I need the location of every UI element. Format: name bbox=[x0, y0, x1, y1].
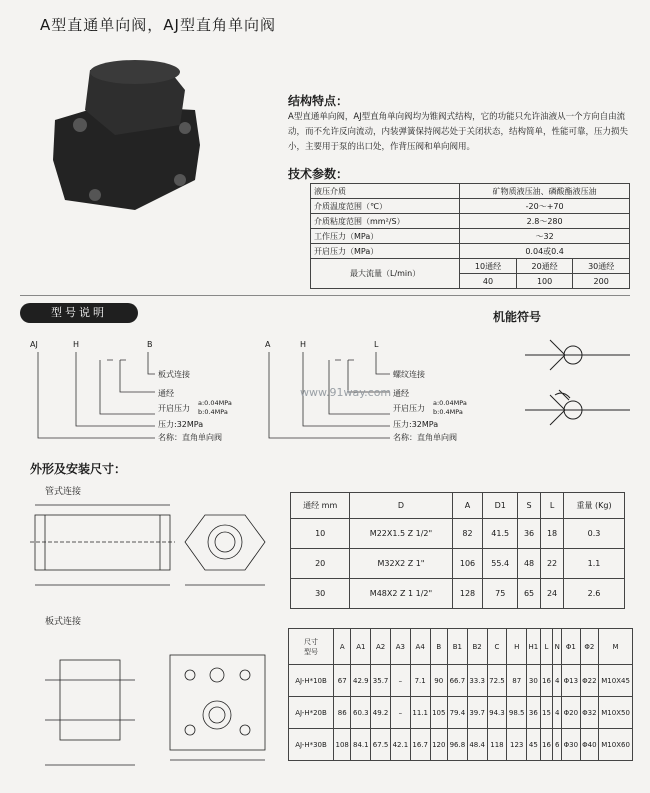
cell: Φ32 bbox=[580, 697, 599, 729]
col-header: S bbox=[518, 493, 541, 519]
flow-header: 10通经 bbox=[460, 259, 517, 274]
spec-value: -20～+70 bbox=[460, 199, 630, 214]
right-item-5: 名称：直角单向阀 bbox=[393, 433, 457, 442]
cell: 82 bbox=[452, 519, 483, 549]
table-row bbox=[311, 199, 630, 214]
cell: AJ-H*20B bbox=[289, 697, 334, 729]
cell: Φ30 bbox=[562, 729, 581, 761]
structure-heading: 结构特点： bbox=[288, 94, 349, 108]
structure-text: A型直通单向阀，AJ型直角单向阀均为锥阀式结构，它的功能只允许油液从一个方向自由流动，而不允许反向流动，内装弹簧保持阀芯处于关闭状态，结构简单，性能可靠，压力损失小，主要用于泵的出口处，作背压阀和单向阀用。 bbox=[288, 112, 629, 152]
right-item-1: 螺纹连接 bbox=[393, 370, 425, 379]
col-header: M bbox=[599, 629, 633, 665]
cell: 75 bbox=[483, 579, 518, 609]
col-header: A3 bbox=[390, 629, 410, 665]
cell: 94.3 bbox=[487, 697, 507, 729]
col-header: A bbox=[334, 629, 351, 665]
cell: M32X2 Z 1" bbox=[350, 549, 452, 579]
flow-label: 最大流量（L/min） bbox=[311, 259, 460, 289]
check-valve-symbol bbox=[525, 330, 635, 440]
spec-label: 液压介质 bbox=[311, 184, 460, 199]
cell: 16 bbox=[540, 665, 553, 697]
col-header: A4 bbox=[410, 629, 430, 665]
col-header: L bbox=[541, 493, 564, 519]
cell: M10X60 bbox=[599, 729, 633, 761]
col-header: N bbox=[553, 629, 562, 665]
cell: Φ22 bbox=[580, 665, 599, 697]
right-opt-b: b:0.4MPa bbox=[433, 408, 463, 416]
watermark: www.91way.com bbox=[300, 386, 392, 399]
cell: 33.3 bbox=[467, 665, 487, 697]
table-row bbox=[289, 665, 633, 697]
cell: 123 bbox=[507, 729, 527, 761]
spec-value: 矿物质液压油、磷酸酯液压油 bbox=[460, 184, 630, 199]
left-code-3: B bbox=[147, 340, 153, 349]
left-item-4: 压力:32MPa bbox=[158, 420, 204, 429]
left-code-1: AJ bbox=[30, 340, 38, 349]
cell: – bbox=[390, 697, 410, 729]
col-header: 重量 (Kg) bbox=[564, 493, 625, 519]
board-label: 板式连接 bbox=[45, 617, 82, 627]
cell: 118 bbox=[487, 729, 507, 761]
board-dimension-table bbox=[288, 628, 633, 761]
cell: 60.3 bbox=[351, 697, 371, 729]
cell: AJ-H*30B bbox=[289, 729, 334, 761]
table-row bbox=[311, 259, 630, 274]
col-header: Φ2 bbox=[580, 629, 599, 665]
cell: 20 bbox=[291, 549, 350, 579]
cell: 105 bbox=[430, 697, 447, 729]
col-header: 通经 mm bbox=[291, 493, 350, 519]
cell: Φ40 bbox=[580, 729, 599, 761]
spec-value: ～32 bbox=[460, 229, 630, 244]
cell: 67.5 bbox=[371, 729, 391, 761]
cell: 35.7 bbox=[371, 665, 391, 697]
table-row bbox=[311, 184, 630, 199]
cell: M10X45 bbox=[599, 665, 633, 697]
right-code-2: H bbox=[300, 340, 307, 349]
table-row bbox=[289, 697, 633, 729]
cell: 0.3 bbox=[564, 519, 625, 549]
cell: 16.7 bbox=[410, 729, 430, 761]
spec-label: 工作压力（MPa） bbox=[311, 229, 460, 244]
left-item-2: 通经 bbox=[158, 389, 174, 398]
flow-value: 40 bbox=[460, 274, 517, 289]
cell: 42.9 bbox=[351, 665, 371, 697]
table-row bbox=[311, 214, 630, 229]
table-row bbox=[311, 229, 630, 244]
cell: 45 bbox=[527, 729, 541, 761]
spec-label: 介质温度范围（℃） bbox=[311, 199, 460, 214]
table-row bbox=[291, 579, 625, 609]
right-item-3: 开启压力 bbox=[393, 404, 425, 413]
cell: 55.4 bbox=[483, 549, 518, 579]
right-item-4: 压力:32MPa bbox=[393, 420, 439, 429]
cell: 6 bbox=[553, 729, 562, 761]
cell: 66.7 bbox=[447, 665, 467, 697]
cell: 98.5 bbox=[507, 697, 527, 729]
cell: 48.4 bbox=[467, 729, 487, 761]
pipe-dimension-table bbox=[290, 492, 625, 609]
table-row bbox=[291, 493, 625, 519]
col-header: L bbox=[540, 629, 553, 665]
flow-value: 200 bbox=[573, 274, 630, 289]
cell: M48X2 Z 1 1/2" bbox=[350, 579, 452, 609]
cell: 24 bbox=[541, 579, 564, 609]
page-title: A型直通单向阀，AJ型直角单向阀 bbox=[40, 16, 276, 34]
left-opt-b: b:0.4MPa bbox=[198, 408, 228, 416]
cell: 49.2 bbox=[371, 697, 391, 729]
right-code-1: A bbox=[265, 340, 271, 349]
right-opt-a: a:0.04MPa bbox=[433, 399, 467, 407]
cell: 84.1 bbox=[351, 729, 371, 761]
cell: 65 bbox=[518, 579, 541, 609]
cell: 4 bbox=[553, 697, 562, 729]
cell: 106 bbox=[452, 549, 483, 579]
spec-label: 开启压力（MPa） bbox=[311, 244, 460, 259]
cell: – bbox=[390, 665, 410, 697]
cell: 87 bbox=[507, 665, 527, 697]
left-item-5: 名称：直角单向阀 bbox=[158, 433, 222, 442]
cell: 48 bbox=[518, 549, 541, 579]
cell: AJ-H*10B bbox=[289, 665, 334, 697]
flow-header: 20通经 bbox=[516, 259, 573, 274]
cell: 42.1 bbox=[390, 729, 410, 761]
cell: 96.8 bbox=[447, 729, 467, 761]
cell: M10X50 bbox=[599, 697, 633, 729]
specs-heading: 技术参数： bbox=[288, 167, 349, 181]
col-header: H1 bbox=[527, 629, 541, 665]
cell: M22X1.5 Z 1/2" bbox=[350, 519, 452, 549]
corner-bottom: 型号 bbox=[304, 647, 318, 656]
left-item-3: 开启压力 bbox=[158, 404, 190, 413]
col-header: Φ1 bbox=[562, 629, 581, 665]
cell: 4 bbox=[553, 665, 562, 697]
cell: 11.1 bbox=[410, 697, 430, 729]
table-row bbox=[311, 244, 630, 259]
board-drawing bbox=[15, 625, 285, 775]
col-header: A2 bbox=[371, 629, 391, 665]
cell: 79.4 bbox=[447, 697, 467, 729]
table-row bbox=[291, 519, 625, 549]
spec-label: 介质粘度范围（mm²/S） bbox=[311, 214, 460, 229]
cell: 120 bbox=[430, 729, 447, 761]
cell: 30 bbox=[527, 665, 541, 697]
cell: 30 bbox=[291, 579, 350, 609]
cell: 108 bbox=[334, 729, 351, 761]
left-item-1: 板式连接 bbox=[158, 370, 190, 379]
cell: 1.1 bbox=[564, 549, 625, 579]
col-header: H bbox=[507, 629, 527, 665]
cell: 15 bbox=[540, 697, 553, 729]
col-header: D1 bbox=[483, 493, 518, 519]
pipe-drawing bbox=[15, 495, 275, 600]
cell: 86 bbox=[334, 697, 351, 729]
cell: 36 bbox=[527, 697, 541, 729]
right-code-3: L bbox=[374, 340, 379, 349]
corner-top: 尺寸 bbox=[304, 637, 318, 646]
cell: 41.5 bbox=[483, 519, 518, 549]
cell: 10 bbox=[291, 519, 350, 549]
specs-table bbox=[310, 183, 630, 289]
col-header: B bbox=[430, 629, 447, 665]
cell: 39.7 bbox=[467, 697, 487, 729]
flow-header: 30通经 bbox=[573, 259, 630, 274]
spec-value: 0.04或0.4 bbox=[460, 244, 630, 259]
table-row bbox=[289, 629, 633, 665]
cell: Φ13 bbox=[562, 665, 581, 697]
left-code-2: H bbox=[73, 340, 80, 349]
cell: 16 bbox=[540, 729, 553, 761]
left-code-lines bbox=[20, 350, 170, 445]
col-header: A bbox=[452, 493, 483, 519]
corner-header bbox=[289, 629, 334, 665]
col-header: B2 bbox=[467, 629, 487, 665]
col-header: C bbox=[487, 629, 507, 665]
col-header: B1 bbox=[447, 629, 467, 665]
cell: 128 bbox=[452, 579, 483, 609]
spec-value: 2.8～280 bbox=[460, 214, 630, 229]
col-header: A1 bbox=[351, 629, 371, 665]
table-row bbox=[289, 729, 633, 761]
flow-value: 100 bbox=[516, 274, 573, 289]
cell: Φ20 bbox=[562, 697, 581, 729]
table-row bbox=[291, 549, 625, 579]
pipe-label: 管式连接 bbox=[45, 487, 82, 497]
cell: 7.1 bbox=[410, 665, 430, 697]
cell: 67 bbox=[334, 665, 351, 697]
symbol-heading: 机能符号 bbox=[493, 310, 542, 324]
cell: 2.6 bbox=[564, 579, 625, 609]
cell: 90 bbox=[430, 665, 447, 697]
col-header: D bbox=[350, 493, 452, 519]
valve-photo bbox=[45, 50, 215, 215]
cell: 36 bbox=[518, 519, 541, 549]
dimensions-heading: 外形及安装尺寸： bbox=[30, 462, 127, 476]
left-opt-a: a:0.04MPa bbox=[198, 399, 232, 407]
cell: 18 bbox=[541, 519, 564, 549]
right-item-2: 通经 bbox=[393, 389, 409, 398]
cell: 22 bbox=[541, 549, 564, 579]
model-badge: 型号说明 bbox=[20, 303, 138, 323]
cell: 72.5 bbox=[487, 665, 507, 697]
